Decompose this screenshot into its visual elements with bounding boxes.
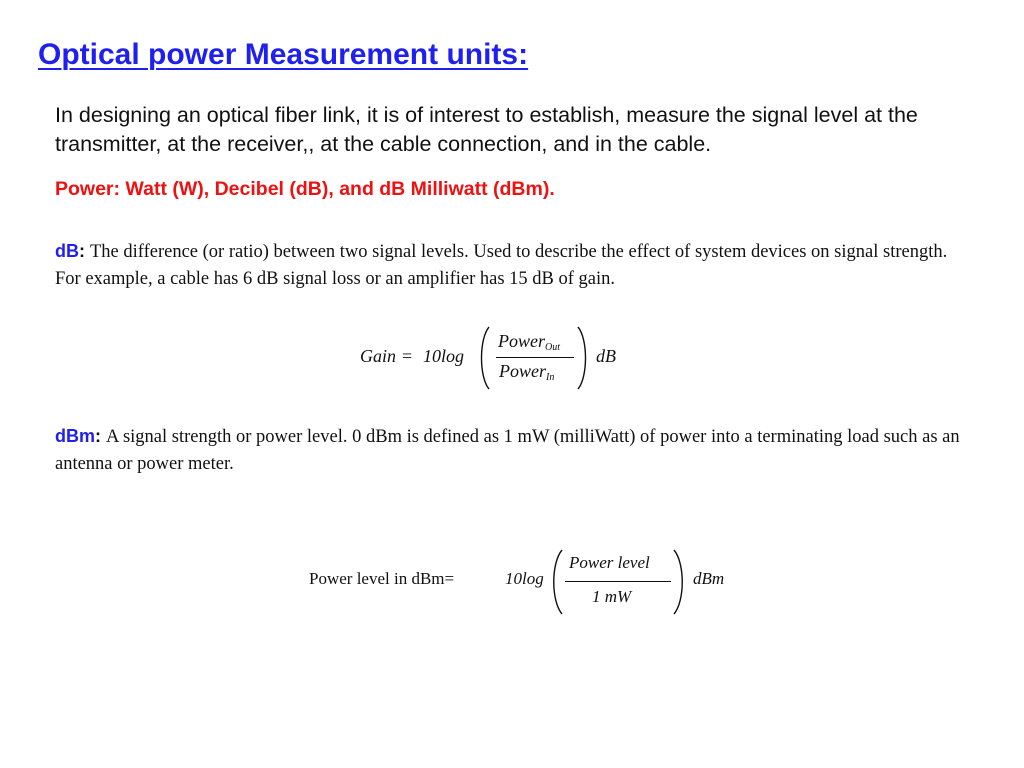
right-paren-icon: [576, 325, 590, 391]
db-definition: [55, 238, 970, 293]
gain-den-text: Power: [499, 361, 546, 381]
gain-fraction-bar: [496, 357, 574, 358]
dbm-fraction-bar: [565, 581, 671, 582]
gain-num-sub: Out: [545, 342, 560, 353]
power-units-heading: Power: Watt (W), Decibel (dB), and dB Milliwatt (dBm).: [55, 178, 555, 200]
gain-num-text: Power: [498, 331, 545, 351]
gain-numerator: [498, 331, 560, 353]
dbm-colon: :: [95, 426, 101, 446]
gain-equation: [360, 322, 640, 394]
gain-coef: 10log: [423, 346, 465, 366]
dbm-term: dBm: [55, 426, 95, 446]
dbm-definition: [55, 423, 970, 478]
dbm-denominator: 1 mW: [592, 587, 632, 606]
gain-equals: =: [402, 346, 413, 366]
gain-denominator: [499, 361, 554, 383]
gain-lhs: Gain: [360, 346, 396, 366]
slide-title: Optical power Measurement units:: [38, 38, 529, 71]
db-term: dB: [55, 241, 79, 261]
dbm-coef: 10log: [505, 569, 544, 588]
dbm-lhs: Power level in dBm=: [309, 569, 455, 588]
dbm-unit: dBm: [693, 569, 725, 588]
dbm-text: A signal strength or power level. 0 dBm is defined as 1 mW (milliWatt) of power into a terminating load such as an antenna or power meter.: [55, 427, 960, 474]
gain-den-sub: In: [546, 372, 555, 383]
right-paren-icon: [671, 548, 687, 616]
left-paren-icon: [549, 548, 565, 616]
dbm-equation: [307, 547, 747, 619]
db-colon: :: [79, 241, 85, 261]
dbm-numerator: Power level: [569, 553, 650, 572]
intro-paragraph: In designing an optical fiber link, it is of interest to establish, measure the signal level at the transmitter, at the receiver,, at the cable connection, and in the cable.: [55, 103, 918, 156]
gain-unit: dB: [596, 346, 616, 366]
db-text: The difference (or ratio) between two signal levels. Used to describe the effect of system devices on signal strength. For example, a cable has 6 dB signal loss or an amplifier has 15 dB of gain.: [55, 242, 948, 289]
left-paren-icon: [477, 325, 491, 391]
